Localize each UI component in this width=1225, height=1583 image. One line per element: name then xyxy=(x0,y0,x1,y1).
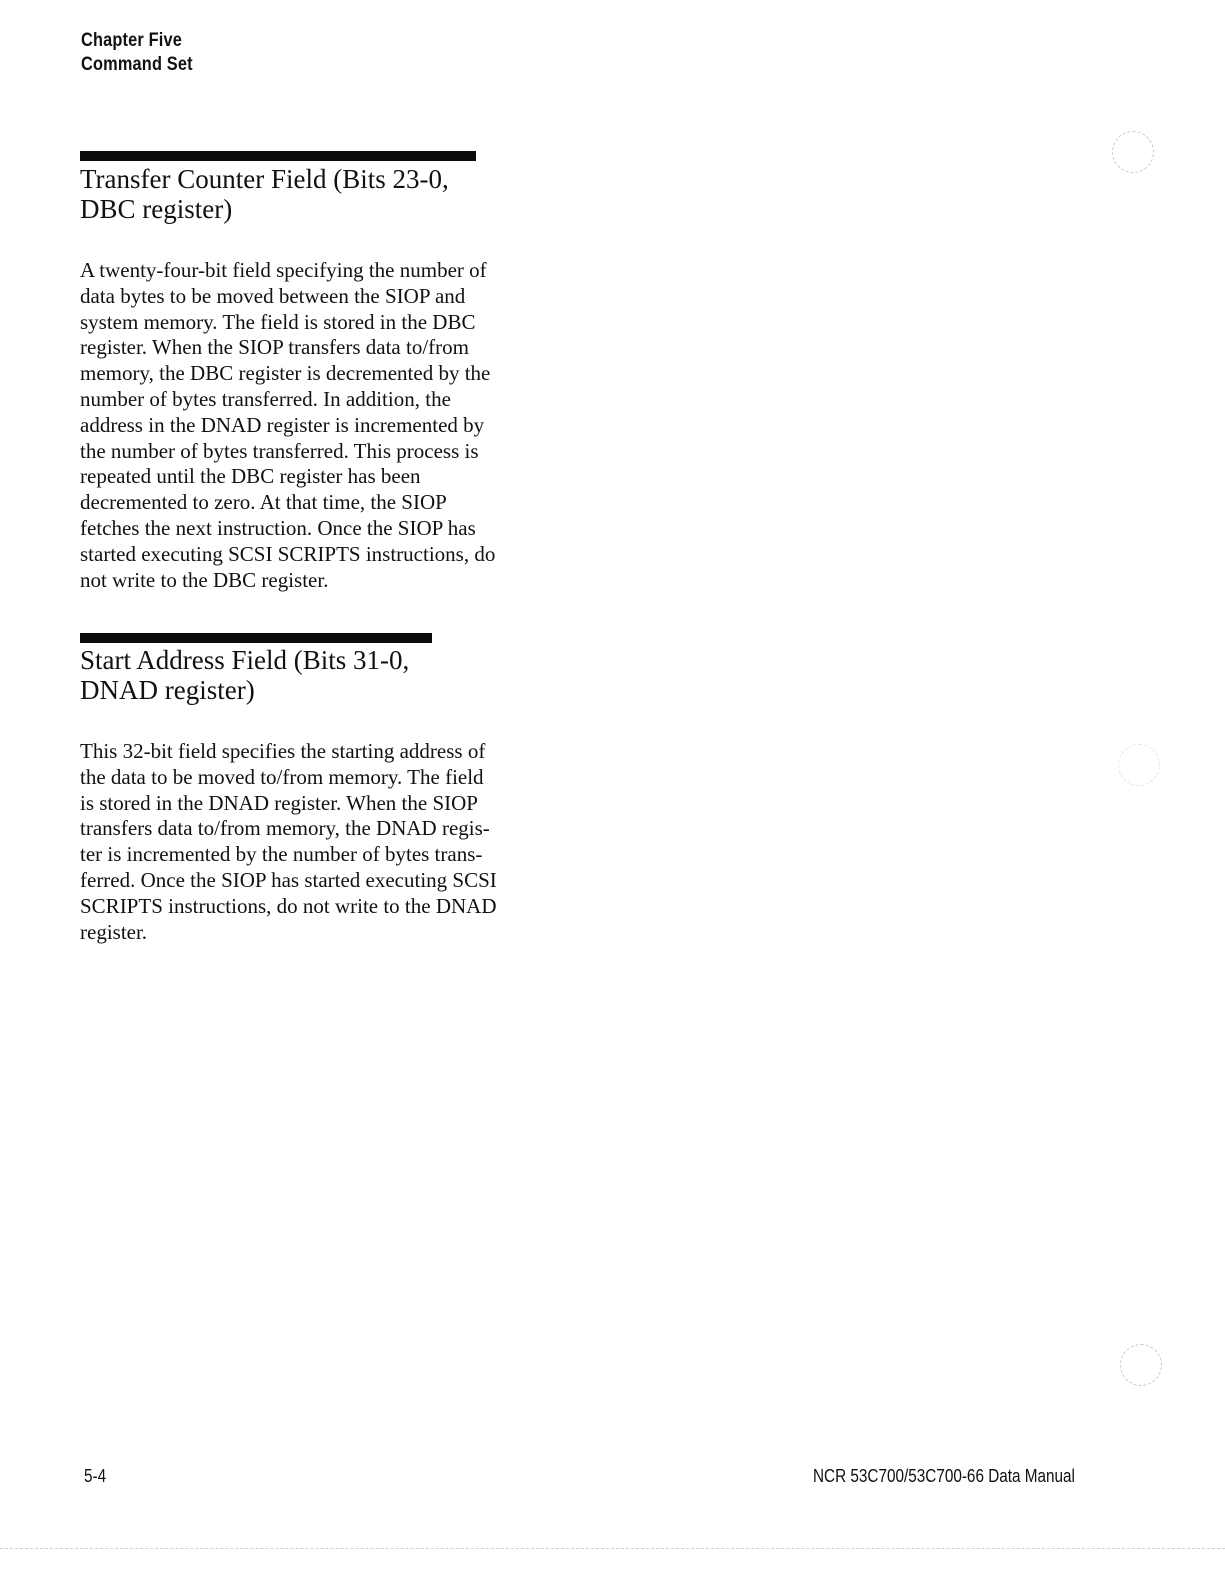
paragraph-line: memory, the DBC register is decremented by the xyxy=(80,361,491,386)
paragraph-line: ferred. Once the SIOP has started executing SCSI xyxy=(80,867,497,892)
section-heading xyxy=(80,645,409,705)
paragraph-line: is stored in the DNAD register. When the SIOP xyxy=(80,790,478,815)
paragraph-line: started executing SCSI SCRIPTS instructions, do xyxy=(80,541,496,566)
chapter-label: Chapter Five xyxy=(81,30,183,51)
section-paragraph xyxy=(80,739,570,945)
section-heading xyxy=(80,164,449,224)
manual-title: NCR 53C700/53C700-66 Data Manual xyxy=(813,1466,1075,1486)
paragraph-line: data bytes to be moved between the SIOP and xyxy=(80,283,466,308)
heading-line: Start Address Field (Bits 31-0, xyxy=(80,645,410,675)
paragraph-line: not write to the DBC register. xyxy=(80,567,329,592)
paragraph-line: system memory. The field is stored in the DBC xyxy=(80,309,476,334)
paragraph-line: number of bytes transferred. In addition, the xyxy=(80,386,451,411)
paragraph-line: fetches the next instruction. Once the SIOP has xyxy=(80,515,476,540)
paragraph-line: transfers data to/from memory, the DNAD regis- xyxy=(80,816,490,841)
section-rule xyxy=(80,151,476,161)
section-rule xyxy=(80,633,432,643)
paragraph-line: SCRIPTS instructions, do not write to the DNAD xyxy=(80,893,497,918)
section-label: Command Set xyxy=(81,54,193,75)
paragraph-line: decremented to zero. At that time, the SIOP xyxy=(80,490,447,515)
paragraph-line: the data to be moved to/from memory. The field xyxy=(80,764,484,789)
heading-line: DNAD register) xyxy=(80,675,255,705)
running-header xyxy=(81,29,193,77)
heading-line: Transfer Counter Field (Bits 23-0, xyxy=(80,164,449,194)
heading-line: DBC register) xyxy=(80,194,233,224)
paragraph-line: the number of bytes transferred. This process is xyxy=(80,438,479,463)
paragraph-line: repeated until the DBC register has been xyxy=(80,464,421,489)
paragraph-line: This 32-bit field specifies the starting address of xyxy=(80,739,486,763)
binder-hole-mark xyxy=(1118,744,1160,786)
page-number: 5-4 xyxy=(84,1466,107,1486)
paragraph-line: register. xyxy=(80,919,148,944)
paragraph-line: register. When the SIOP transfers data to/from xyxy=(80,335,469,360)
section-paragraph xyxy=(80,258,570,593)
binder-hole-mark xyxy=(1112,131,1154,173)
binder-hole-mark xyxy=(1120,1344,1162,1386)
paragraph-line: ter is incremented by the number of bytes trans- xyxy=(80,842,483,867)
paragraph-line: address in the DNAD register is incremented by xyxy=(80,412,485,437)
scan-edge-line xyxy=(0,1548,1225,1549)
paragraph-line: A twenty-four-bit field specifying the number of xyxy=(80,258,487,282)
